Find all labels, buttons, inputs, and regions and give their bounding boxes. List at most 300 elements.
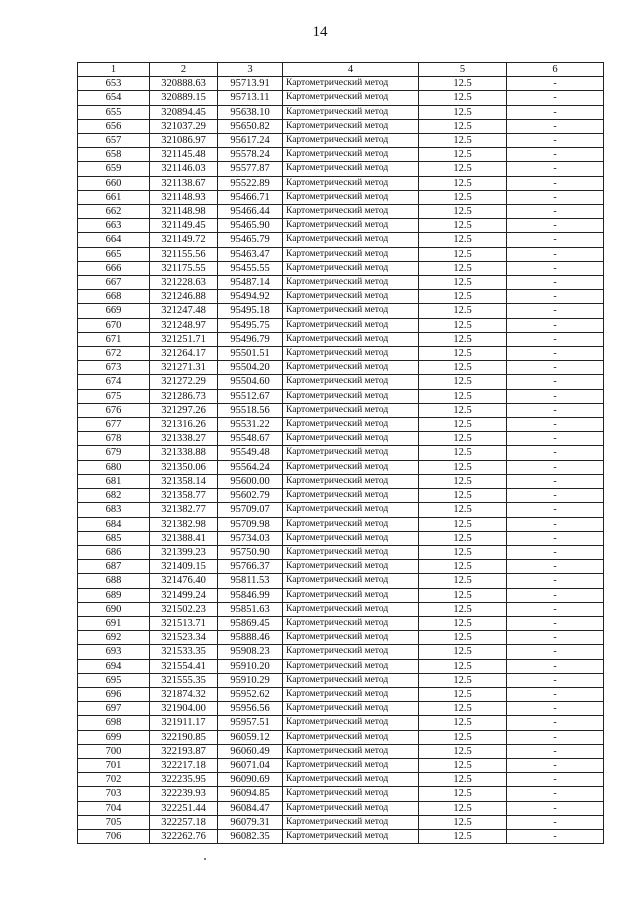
point-number-cell: 660 [78,176,150,190]
x-coordinate-cell: 321272.29 [150,375,218,389]
x-coordinate-cell: 321228.63 [150,276,218,290]
table-row [78,545,604,559]
table-row [78,190,604,204]
x-coordinate-cell: 321316.26 [150,418,218,432]
x-coordinate-cell: 321175.55 [150,261,218,275]
accuracy-cell: 12.5 [419,801,507,815]
point-number-cell: 692 [78,631,150,645]
method-cell: Картометрический метод [283,432,419,446]
table-row [78,616,604,630]
x-coordinate-cell: 321149.72 [150,233,218,247]
y-coordinate-cell: 95463.47 [218,247,283,261]
accuracy-cell: 12.5 [419,162,507,176]
method-cell: Картометрический метод [283,290,419,304]
method-cell: Картометрический метод [283,801,419,815]
accuracy-cell: 12.5 [419,432,507,446]
x-coordinate-cell: 321382.77 [150,503,218,517]
y-coordinate-cell: 95952.62 [218,687,283,701]
x-coordinate-cell: 320888.63 [150,77,218,91]
table-row [78,219,604,233]
accuracy-cell: 12.5 [419,744,507,758]
method-cell: Картометрический метод [283,503,419,517]
point-number-cell: 676 [78,403,150,417]
method-cell: Картометрический метод [283,545,419,559]
note-cell: - [507,261,604,275]
method-cell: Картометрический метод [283,659,419,673]
x-coordinate-cell: 321037.29 [150,119,218,133]
note-cell: - [507,119,604,133]
x-coordinate-cell: 321264.17 [150,347,218,361]
table-row [78,702,604,716]
point-number-cell: 658 [78,148,150,162]
note-cell: - [507,545,604,559]
table-row [78,134,604,148]
note-cell: - [507,247,604,261]
table-row [78,773,604,787]
point-number-cell: 683 [78,503,150,517]
note-cell: - [507,801,604,815]
method-cell: Картометрический метод [283,631,419,645]
method-cell: Картометрический метод [283,261,419,275]
y-coordinate-cell: 95888.46 [218,631,283,645]
y-coordinate-cell: 95602.79 [218,489,283,503]
accuracy-cell: 12.5 [419,574,507,588]
point-number-cell: 687 [78,560,150,574]
method-cell: Картометрический метод [283,176,419,190]
method-cell: Картометрический метод [283,687,419,701]
note-cell: - [507,148,604,162]
y-coordinate-cell: 95518.56 [218,403,283,417]
note-cell: - [507,332,604,346]
point-number-cell: 669 [78,304,150,318]
method-cell: Картометрический метод [283,205,419,219]
y-coordinate-cell: 96094.85 [218,787,283,801]
y-coordinate-cell: 95846.99 [218,588,283,602]
note-cell: - [507,77,604,91]
note-cell: - [507,418,604,432]
table-row [78,418,604,432]
note-cell: - [507,829,604,843]
x-coordinate-cell: 321247.48 [150,304,218,318]
method-cell: Картометрический метод [283,730,419,744]
point-number-cell: 681 [78,474,150,488]
y-coordinate-cell: 95522.89 [218,176,283,190]
x-coordinate-cell: 322262.76 [150,829,218,843]
accuracy-cell: 12.5 [419,460,507,474]
table-row [78,744,604,758]
y-coordinate-cell: 95504.20 [218,361,283,375]
table-row [78,574,604,588]
x-coordinate-cell: 321382.98 [150,517,218,531]
method-cell: Картометрический метод [283,602,419,616]
y-coordinate-cell: 95564.24 [218,460,283,474]
point-number-cell: 684 [78,517,150,531]
x-coordinate-cell: 321248.97 [150,318,218,332]
table-row [78,588,604,602]
accuracy-cell: 12.5 [419,489,507,503]
y-coordinate-cell: 95734.03 [218,531,283,545]
method-cell: Картометрический метод [283,304,419,318]
point-number-cell: 693 [78,645,150,659]
accuracy-cell: 12.5 [419,318,507,332]
method-cell: Картометрический метод [283,134,419,148]
point-number-cell: 670 [78,318,150,332]
y-coordinate-cell: 95811.53 [218,574,283,588]
accuracy-cell: 12.5 [419,517,507,531]
y-coordinate-cell: 95851.63 [218,602,283,616]
accuracy-cell: 12.5 [419,375,507,389]
table-row [78,673,604,687]
page-number: 14 [312,24,328,40]
point-number-cell: 679 [78,446,150,460]
note-cell: - [507,787,604,801]
point-number-cell: 682 [78,489,150,503]
y-coordinate-cell: 95910.29 [218,673,283,687]
point-number-cell: 689 [78,588,150,602]
note-cell: - [507,474,604,488]
y-coordinate-cell: 95577.87 [218,162,283,176]
y-coordinate-cell: 95549.48 [218,446,283,460]
note-cell: - [507,205,604,219]
note-cell: - [507,432,604,446]
y-coordinate-cell: 95766.37 [218,560,283,574]
scan-speck [204,858,206,860]
table-row [78,276,604,290]
method-cell: Картометрический метод [283,375,419,389]
accuracy-cell: 12.5 [419,134,507,148]
table-row [78,474,604,488]
note-cell: - [507,134,604,148]
table-row [78,332,604,346]
method-cell: Картометрический метод [283,403,419,417]
note-cell: - [507,744,604,758]
method-cell: Картометрический метод [283,489,419,503]
point-number-cell: 694 [78,659,150,673]
table-row [78,446,604,460]
note-cell: - [507,758,604,772]
note-cell: - [507,389,604,403]
note-cell: - [507,687,604,701]
point-number-cell: 705 [78,815,150,829]
method-cell: Картометрический метод [283,276,419,290]
y-coordinate-cell: 95512.67 [218,389,283,403]
table-row [78,460,604,474]
x-coordinate-cell: 321502.23 [150,602,218,616]
accuracy-cell: 12.5 [419,247,507,261]
accuracy-cell: 12.5 [419,531,507,545]
table-row [78,389,604,403]
x-coordinate-cell: 320889.15 [150,91,218,105]
accuracy-cell: 12.5 [419,687,507,701]
x-coordinate-cell: 321409.15 [150,560,218,574]
y-coordinate-cell: 95465.90 [218,219,283,233]
method-cell: Картометрический метод [283,446,419,460]
point-number-cell: 678 [78,432,150,446]
table-row [78,247,604,261]
method-cell: Картометрический метод [283,460,419,474]
header-col-2: 2 [150,63,218,77]
method-cell: Картометрический метод [283,716,419,730]
method-cell: Картометрический метод [283,773,419,787]
method-cell: Картометрический метод [283,645,419,659]
table-row [78,687,604,701]
note-cell: - [507,531,604,545]
y-coordinate-cell: 95617.24 [218,134,283,148]
y-coordinate-cell: 96090.69 [218,773,283,787]
table-header [78,63,604,77]
y-coordinate-cell: 95466.71 [218,190,283,204]
point-number-cell: 671 [78,332,150,346]
note-cell: - [507,716,604,730]
table-row [78,730,604,744]
point-number-cell: 686 [78,545,150,559]
point-number-cell: 653 [78,77,150,91]
table-row [78,176,604,190]
y-coordinate-cell: 96079.31 [218,815,283,829]
x-coordinate-cell: 321149.45 [150,219,218,233]
point-number-cell: 663 [78,219,150,233]
x-coordinate-cell: 321138.67 [150,176,218,190]
note-cell: - [507,588,604,602]
note-cell: - [507,489,604,503]
accuracy-cell: 12.5 [419,403,507,417]
accuracy-cell: 12.5 [419,418,507,432]
table-row [78,91,604,105]
point-number-cell: 698 [78,716,150,730]
accuracy-cell: 12.5 [419,474,507,488]
x-coordinate-cell: 322251.44 [150,801,218,815]
method-cell: Картометрический метод [283,77,419,91]
x-coordinate-cell: 321148.93 [150,190,218,204]
accuracy-cell: 12.5 [419,758,507,772]
note-cell: - [507,616,604,630]
method-cell: Картометрический метод [283,744,419,758]
method-cell: Картометрический метод [283,233,419,247]
point-number-cell: 690 [78,602,150,616]
table-row [78,375,604,389]
accuracy-cell: 12.5 [419,446,507,460]
accuracy-cell: 12.5 [419,290,507,304]
note-cell: - [507,645,604,659]
note-cell: - [507,190,604,204]
accuracy-cell: 12.5 [419,773,507,787]
table-row [78,290,604,304]
y-coordinate-cell: 95504.60 [218,375,283,389]
point-number-cell: 674 [78,375,150,389]
table-row [78,361,604,375]
note-cell: - [507,219,604,233]
point-number-cell: 703 [78,787,150,801]
x-coordinate-cell: 321874.32 [150,687,218,701]
header-row [78,63,604,77]
x-coordinate-cell: 321148.98 [150,205,218,219]
method-cell: Картометрический метод [283,91,419,105]
accuracy-cell: 12.5 [419,148,507,162]
table-row [78,659,604,673]
accuracy-cell: 12.5 [419,545,507,559]
point-number-cell: 700 [78,744,150,758]
note-cell: - [507,276,604,290]
method-cell: Картометрический метод [283,574,419,588]
accuracy-cell: 12.5 [419,176,507,190]
y-coordinate-cell: 95496.79 [218,332,283,346]
y-coordinate-cell: 95713.91 [218,77,283,91]
accuracy-cell: 12.5 [419,645,507,659]
table-row [78,645,604,659]
note-cell: - [507,347,604,361]
table-row [78,148,604,162]
note-cell: - [507,318,604,332]
y-coordinate-cell: 95600.00 [218,474,283,488]
method-cell: Картометрический метод [283,474,419,488]
table-row [78,503,604,517]
point-number-cell: 666 [78,261,150,275]
accuracy-cell: 12.5 [419,602,507,616]
header-col-6: 6 [507,63,604,77]
x-coordinate-cell: 322235.95 [150,773,218,787]
x-coordinate-cell: 321513.71 [150,616,218,630]
note-cell: - [507,659,604,673]
accuracy-cell: 12.5 [419,205,507,219]
method-cell: Картометрический метод [283,673,419,687]
y-coordinate-cell: 95487.14 [218,276,283,290]
point-number-cell: 704 [78,801,150,815]
x-coordinate-cell: 321251.71 [150,332,218,346]
method-cell: Картометрический метод [283,119,419,133]
point-number-cell: 668 [78,290,150,304]
y-coordinate-cell: 95869.45 [218,616,283,630]
note-cell: - [507,815,604,829]
accuracy-cell: 12.5 [419,815,507,829]
accuracy-cell: 12.5 [419,389,507,403]
method-cell: Картометрический метод [283,517,419,531]
y-coordinate-cell: 95548.67 [218,432,283,446]
point-number-cell: 662 [78,205,150,219]
y-coordinate-cell: 95638.10 [218,105,283,119]
method-cell: Картометрический метод [283,616,419,630]
note-cell: - [507,517,604,531]
table-row [78,560,604,574]
point-number-cell: 697 [78,702,150,716]
x-coordinate-cell: 321155.56 [150,247,218,261]
y-coordinate-cell: 95494.92 [218,290,283,304]
method-cell: Картометрический метод [283,219,419,233]
x-coordinate-cell: 322193.87 [150,744,218,758]
x-coordinate-cell: 321533.35 [150,645,218,659]
accuracy-cell: 12.5 [419,503,507,517]
point-number-cell: 688 [78,574,150,588]
point-number-cell: 665 [78,247,150,261]
x-coordinate-cell: 321399.23 [150,545,218,559]
point-number-cell: 657 [78,134,150,148]
note-cell: - [507,503,604,517]
accuracy-cell: 12.5 [419,105,507,119]
x-coordinate-cell: 321499.24 [150,588,218,602]
note-cell: - [507,702,604,716]
note-cell: - [507,773,604,787]
method-cell: Картометрический метод [283,787,419,801]
point-number-cell: 654 [78,91,150,105]
note-cell: - [507,375,604,389]
x-coordinate-cell: 321086.97 [150,134,218,148]
table-row [78,233,604,247]
note-cell: - [507,602,604,616]
table-row [78,205,604,219]
table-row [78,531,604,545]
method-cell: Картометрический метод [283,588,419,602]
accuracy-cell: 12.5 [419,588,507,602]
method-cell: Картометрический метод [283,318,419,332]
note-cell: - [507,162,604,176]
point-number-cell: 701 [78,758,150,772]
x-coordinate-cell: 321286.73 [150,389,218,403]
header-col-1: 1 [78,63,150,77]
accuracy-cell: 12.5 [419,730,507,744]
method-cell: Картометрический метод [283,347,419,361]
table-row [78,815,604,829]
accuracy-cell: 12.5 [419,361,507,375]
table-row [78,77,604,91]
header-col-3: 3 [218,63,283,77]
accuracy-cell: 12.5 [419,659,507,673]
y-coordinate-cell: 95709.98 [218,517,283,531]
accuracy-cell: 12.5 [419,702,507,716]
method-cell: Картометрический метод [283,332,419,346]
method-cell: Картометрический метод [283,389,419,403]
y-coordinate-cell: 95465.79 [218,233,283,247]
y-coordinate-cell: 96059.12 [218,730,283,744]
note-cell: - [507,446,604,460]
point-number-cell: 696 [78,687,150,701]
note-cell: - [507,403,604,417]
method-cell: Картометрический метод [283,815,419,829]
y-coordinate-cell: 96084.47 [218,801,283,815]
y-coordinate-cell: 96071.04 [218,758,283,772]
point-number-cell: 695 [78,673,150,687]
note-cell: - [507,105,604,119]
point-number-cell: 661 [78,190,150,204]
accuracy-cell: 12.5 [419,616,507,630]
method-cell: Картометрический метод [283,162,419,176]
note-cell: - [507,730,604,744]
note-cell: - [507,361,604,375]
point-number-cell: 702 [78,773,150,787]
point-number-cell: 675 [78,389,150,403]
y-coordinate-cell: 95495.75 [218,318,283,332]
table-row [78,304,604,318]
method-cell: Картометрический метод [283,247,419,261]
method-cell: Картометрический метод [283,829,419,843]
point-number-cell: 699 [78,730,150,744]
x-coordinate-cell: 321554.41 [150,659,218,673]
table-row [78,347,604,361]
accuracy-cell: 12.5 [419,716,507,730]
table-row [78,162,604,176]
y-coordinate-cell: 95495.18 [218,304,283,318]
y-coordinate-cell: 95466.44 [218,205,283,219]
x-coordinate-cell: 321145.48 [150,148,218,162]
point-number-cell: 667 [78,276,150,290]
accuracy-cell: 12.5 [419,631,507,645]
x-coordinate-cell: 321476.40 [150,574,218,588]
point-number-cell: 680 [78,460,150,474]
y-coordinate-cell: 95455.55 [218,261,283,275]
y-coordinate-cell: 95713.11 [218,91,283,105]
y-coordinate-cell: 95531.22 [218,418,283,432]
y-coordinate-cell: 95910.20 [218,659,283,673]
note-cell: - [507,574,604,588]
table-row [78,261,604,275]
